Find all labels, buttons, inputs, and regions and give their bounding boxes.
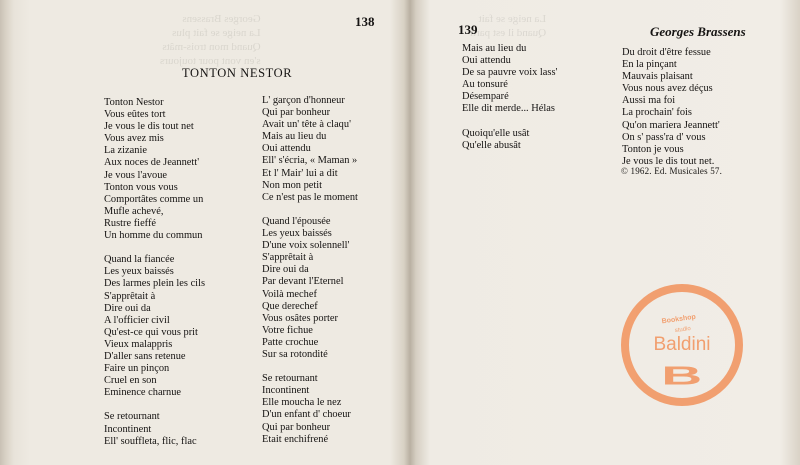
page-number-left: 138 [355, 14, 375, 29]
lyric-line: Quand l'épousée [262, 215, 331, 227]
lyric-line: Non mon petit [262, 179, 323, 191]
lyric-line: En la pinçant [622, 59, 677, 71]
lyric-line: D'une voix solennell' [262, 240, 350, 252]
stanza [262, 216, 358, 361]
stanza [462, 128, 557, 152]
lyric-line: Comportâtes comme un [104, 193, 204, 205]
lyric-line: Mais au lieu du [462, 43, 527, 54]
lyric-line: Et l' Mair' lui a dit [262, 167, 338, 179]
lyric-line: Mufle achevé, [104, 205, 164, 217]
stanza [262, 373, 358, 446]
lyric-line: Vous avez mis [104, 133, 164, 145]
stamp-letter: B [661, 361, 703, 391]
lyric-line: Faire un pinçon [104, 363, 170, 375]
lyric-line: Votre fichue [262, 324, 313, 336]
lyric-line: Se retournant [262, 373, 318, 385]
stanza [104, 254, 205, 399]
lyric-line: Voilà mechef [262, 288, 317, 300]
lyric-line: Tonton vous vous [104, 181, 178, 193]
lyric-line: Eminence charnue [104, 387, 182, 399]
lyric-line: Les yeux baissés [262, 228, 332, 240]
lyric-line: Sur sa rotondité [262, 348, 328, 360]
lyric-line: Se retournant [104, 411, 160, 423]
lyric-line: Quoiqu'elle usât [462, 127, 530, 139]
lyric-line: Dire oui da [262, 264, 309, 276]
lyric-line: Un homme du commun [104, 230, 203, 242]
lyric-line: Vous nous avez déçus [622, 83, 713, 95]
lyric-line: Vous osâtes porter [262, 312, 338, 324]
copyright-notice: © 1962. Ed. Musicales 57. [621, 166, 723, 176]
show-through-text-left: Georges Brassens La neige se fait plus Quand mon trois-mâts s'en vont pour toujours [160, 13, 261, 67]
lyric-line: Aussi ma foi [622, 95, 676, 107]
lyric-line: Rustre fieffé [104, 217, 157, 229]
song-title: TONTON NESTOR [182, 66, 293, 80]
stamp-top-text: Bookshop [661, 313, 697, 326]
lyric-line: Quand la fiancée [104, 254, 175, 266]
lyric-line: Ell' s'écria, « Maman » [262, 155, 358, 167]
lyric-line: La zizanie [104, 145, 147, 157]
lyric-line: Cruel en son [104, 375, 157, 387]
lyric-line: Des larmes plein les cils [104, 278, 205, 290]
lyric-line: Tonton je vous [622, 143, 684, 155]
lyrics-column-d [621, 47, 723, 180]
lyric-line: Mauvais plaisant [622, 71, 693, 83]
lyric-line: Etait enchifrené [262, 433, 329, 445]
lyrics-column-a [104, 97, 205, 460]
lyric-line: Au tonsuré [462, 79, 508, 91]
lyric-line: Du droit d'être fessue [622, 47, 711, 58]
show-through-text-right: La neige se fait Quand il est parti [470, 13, 547, 39]
lyric-line: Désemparé [462, 91, 509, 103]
stanza [622, 47, 720, 168]
page-number-right: 139 [458, 22, 478, 37]
lyric-line: Que derechef [262, 300, 318, 312]
lyric-line: La prochain' fois [622, 107, 692, 119]
lyric-line: L' garçon d'honneur [262, 95, 345, 106]
lyric-line: Patte crochue [262, 336, 319, 348]
lyric-line: S'apprêtait à [104, 290, 156, 302]
running-head-author: Georges Brassens [650, 24, 746, 39]
lyric-line: Je vous l'avoue [104, 169, 168, 181]
lyric-line: Elle moucha le nez [262, 397, 342, 409]
lyric-line: Qui par bonheur [262, 107, 331, 119]
lyric-line: Aux noces de Jeannett' [104, 157, 200, 169]
lyric-line: A l'officier civil [104, 314, 170, 326]
bookshop-stamp-logo [621, 284, 743, 406]
lyric-line: Par devant l'Eternel [262, 276, 344, 288]
lyric-line: Oui attendu [262, 143, 311, 155]
lyric-line: Oui attendu [462, 55, 511, 67]
lyric-line: Les yeux baissés [104, 266, 174, 278]
lyric-line: Avait un' tête à claqu' [262, 119, 351, 131]
lyrics-column-c [462, 43, 557, 164]
stanza [104, 411, 205, 447]
lyric-line: Je vous le dis tout net [104, 121, 194, 133]
lyric-line: Dire oui da [104, 302, 151, 314]
lyric-line: De sa pauvre voix lass' [462, 67, 558, 79]
lyric-line: Qu'elle abusât [462, 139, 521, 151]
lyric-line: Elle dit merde... Hélas [462, 103, 555, 115]
lyric-line: Qu'on mariera Jeannett' [622, 119, 720, 131]
lyrics-column-b [262, 95, 358, 458]
lyric-line: S'apprêtait à [262, 252, 314, 264]
lyric-line: D'un enfant d' choeur [262, 409, 351, 421]
lyric-line: D'aller sans retenue [104, 350, 186, 362]
lyric-line: Incontinent [262, 385, 310, 397]
stanza [462, 43, 557, 116]
lyric-line: Ell' souffleta, flic, flac [104, 435, 197, 447]
stamp-mid-text: studio [674, 325, 692, 335]
lyric-line: Mais au lieu du [262, 131, 327, 143]
stanza [262, 95, 358, 204]
lyric-line: Tonton Nestor [104, 97, 164, 108]
lyric-line: Vous eûtes tort [104, 109, 166, 121]
lyric-line: On s' pass'ra d' vous [622, 131, 706, 143]
lyric-line: Vieux malappris [104, 338, 173, 350]
lyric-line: Ce n'est pas le moment [262, 191, 358, 203]
stanza [104, 97, 205, 242]
lyric-line: Incontinent [104, 423, 152, 435]
lyric-line: Qu'est-ce qui vous prit [104, 326, 198, 338]
stamp-name: Baldini [653, 334, 711, 355]
lyric-line: Qui par bonheur [262, 421, 331, 433]
lyric-line: Je vous le dis tout net. [622, 155, 715, 167]
